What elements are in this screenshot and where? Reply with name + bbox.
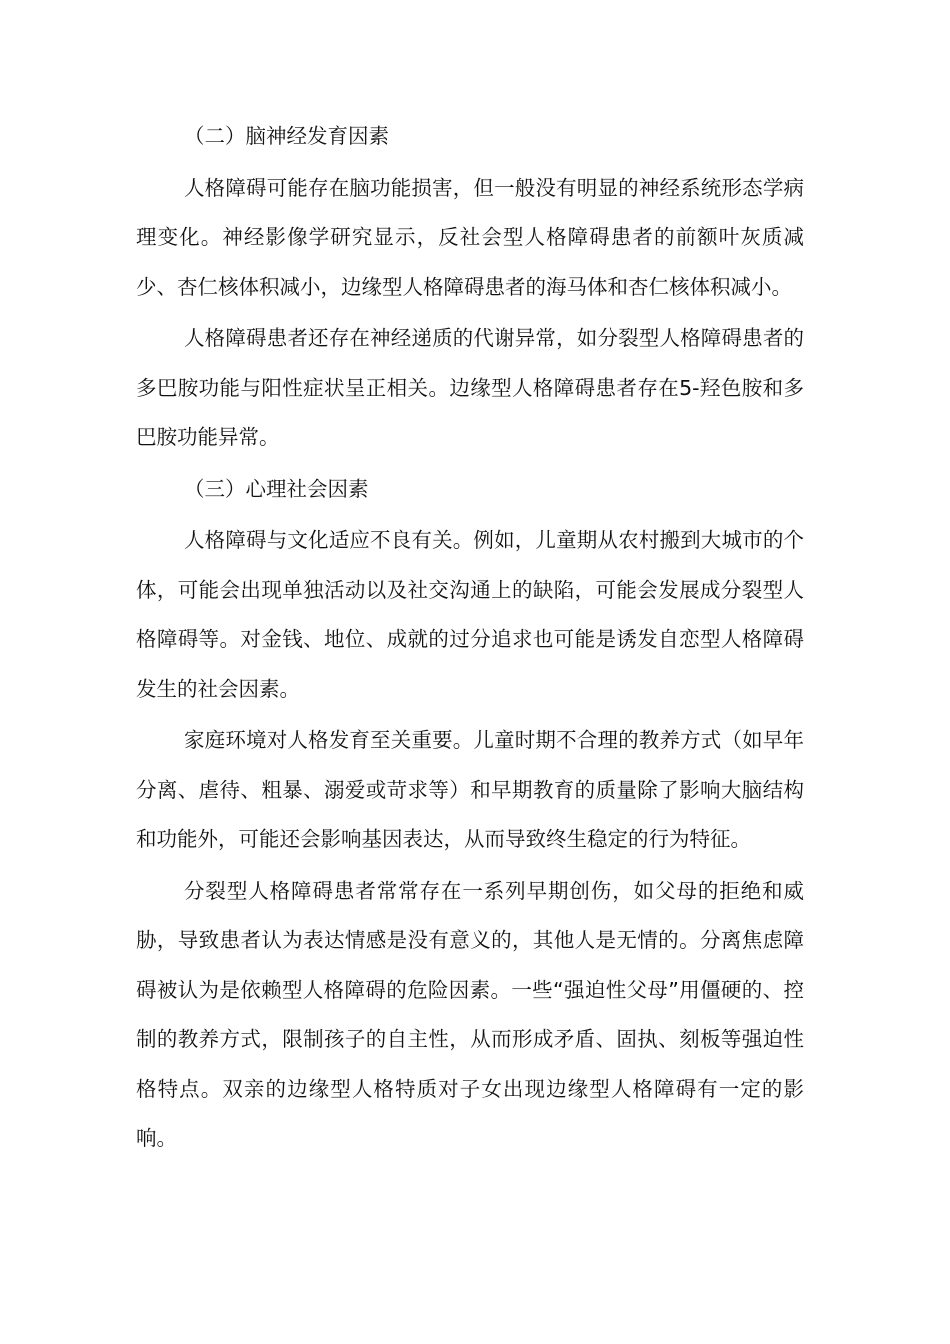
paragraph-brain-function: 人格障碍可能存在脑功能损害，但一般没有明显的神经系统形态学病理变化。神经影像学研究显示，反社会型人格障碍患者的前额叶灰质减少、杏仁核体积减小，边缘型人格障碍患者的海马体和杏仁核体积减小。 <box>136 175 804 299</box>
paragraph-neurotransmitter: 人格障碍患者还存在神经递质的代谢异常，如分裂型人格障碍患者的多巴胺功能与阳性症状呈正相关。边缘型人格障碍患者存在5-羟色胺和多巴胺功能异常。 <box>136 326 804 449</box>
paragraph-family-environment: 家庭环境对人格发育至关重要。儿童时期不合理的教养方式（如早年分离、虐待、粗暴、溺爱或苛求等）和早期教育的质量除了影响大脑结构和功能外，可能还会影响基因表达，从而导致终生稳定的行为特征。 <box>136 728 804 851</box>
paragraph-cultural-adaptation: 人格障碍与文化适应不良有关。例如，儿童期从农村搬到大城市的个体，可能会出现单独活动以及社交沟通上的缺陷，可能会发展成分裂型人格障碍等。对金钱、地位、成就的过分追求也可能是诱发自恋型人格障碍发生的社会因素。 <box>136 528 804 701</box>
paragraph-early-trauma: 分裂型人格障碍患者常常存在一系列早期创伤，如父母的拒绝和威胁，导致患者认为表达情感是没有意义的，其他人是无情的。分离焦虑障碍被认为是依赖型人格障碍的危险因素。一些“强迫性父母”用僵硬的、控制的教养方式，限制孩子的自主性，从而形成矛盾、固执、刻板等强迫性格特点。双亲的边缘型人格特质对子女出现边缘型人格障碍有一定的影响。 <box>136 878 804 1150</box>
document-page <box>136 112 804 1166</box>
section-heading-psychosocial: （三）心理社会因素 <box>184 476 369 501</box>
section-heading-brain-development: （二）脑神经发育因素 <box>184 124 389 148</box>
